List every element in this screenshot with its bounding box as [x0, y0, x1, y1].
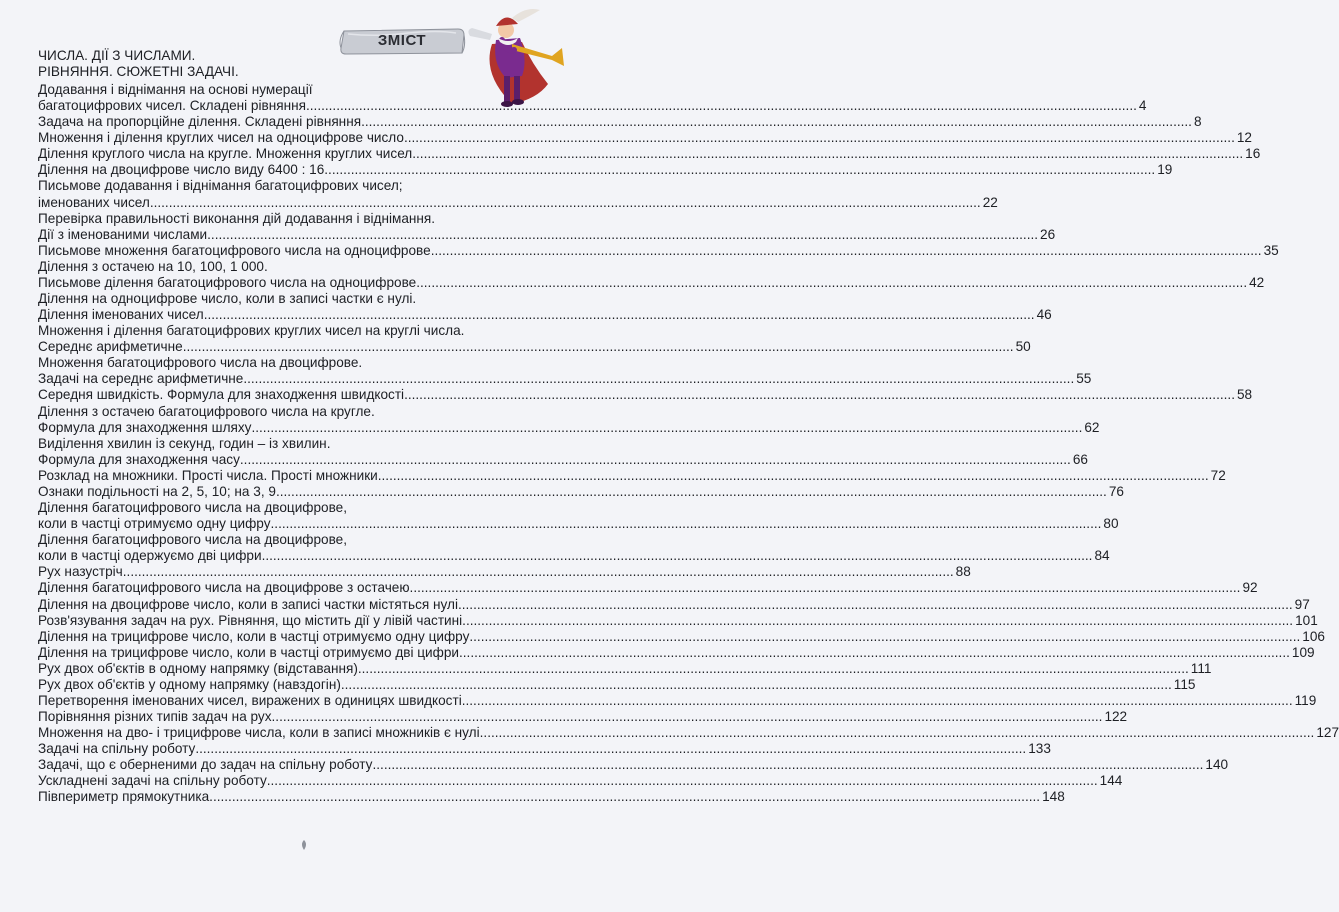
toc-entry-title: Множення багатоцифрового числа на двоцифрове. [38, 355, 363, 371]
toc-dot-leader: ............................................................................................................................................................................................................................ [361, 114, 1192, 130]
toc-dot-leader: ............................................................................................................................................................................................................................ [324, 162, 1156, 178]
toc-dot-leader: ............................................................................................................................................................................................................................ [340, 676, 1172, 692]
toc-dot-leader: ............................................................................................................................................................................................................................ [409, 580, 1241, 596]
toc-entry-title: Формула для знаходження шляху [38, 419, 252, 435]
toc-line [38, 404, 568, 420]
toc-line [38, 773, 1123, 789]
toc-dot-leader: ............................................................................................................................................................................................................................ [207, 226, 1039, 242]
toc-page-number: 88 [955, 564, 971, 580]
toc-line [38, 741, 1051, 757]
toc-entry-title: Рух двох об'єктів в одному напрямку (відставання) [38, 660, 358, 676]
toc-dot-leader: ............................................................................................................................................................................................................................ [182, 339, 1014, 355]
toc-page-number: 80 [1103, 516, 1119, 532]
toc-page-number: 148 [1042, 789, 1065, 805]
toc-page-number: 19 [1157, 162, 1173, 178]
toc-entry-title: Множення і ділення круглих чисел на одноцифрове число [38, 130, 404, 146]
table-of-contents [38, 82, 1339, 806]
toc-entry-title: Письмове множення багатоцифрового числа на одноцифрове [38, 242, 431, 258]
toc-line [38, 371, 1092, 387]
toc-page-number: 101 [1295, 612, 1318, 628]
toc-dot-leader: ............................................................................................................................................................................................................................ [270, 516, 1102, 532]
toc-page-number: 22 [982, 194, 998, 210]
toc-line [38, 564, 971, 580]
toc-dot-leader: ............................................................................................................................................................................................................................ [357, 660, 1189, 676]
toc-page-number: 127 [1316, 725, 1339, 741]
toc-entry-title: багатоцифрових чисел. Складені рівняння [38, 98, 306, 114]
toc-line [38, 757, 1229, 773]
toc-page-number: 62 [1084, 419, 1100, 435]
toc-entry-title: коли в частці одержуємо дві цифри [38, 548, 262, 564]
toc-line [38, 725, 1339, 741]
toc-entry-title: Півпериметр прямокутника [38, 789, 210, 805]
toc-entry-title: іменованих чисел [38, 194, 150, 210]
toc-page-number: 8 [1193, 114, 1202, 130]
toc-line [38, 339, 1031, 355]
toc-entry-title: Ділення на одноцифрове число, коли в записі частки є нулі. [38, 291, 417, 307]
toc-entry-title: Додавання і віднімання на основі нумерації [38, 82, 313, 97]
toc-page-number: 92 [1242, 580, 1258, 596]
toc-dot-leader: ............................................................................................................................................................................................................................ [243, 371, 1075, 387]
toc-dot-leader: ............................................................................................................................................................................................................................ [430, 242, 1262, 258]
toc-line [38, 114, 1202, 130]
toc-dot-leader: ............................................................................................................................................................................................................................ [459, 644, 1290, 660]
toc-entry-title: Середнє арифметичне [38, 339, 183, 355]
toc-page-number: 144 [1099, 773, 1123, 789]
toc-entry-title: коли в частці отримуємо одну цифру [38, 516, 271, 532]
toc-line [38, 146, 1261, 162]
toc-line [38, 467, 1226, 484]
toc-page-number: 16 [1245, 146, 1261, 162]
toc-line [38, 451, 1088, 468]
toc-dot-leader: ............................................................................................................................................................................................................................ [261, 548, 1093, 564]
toc-page-number: 55 [1076, 371, 1092, 387]
toc-line [38, 162, 1173, 178]
toc-entry-title: Ділення з остачею багатоцифрового числа на кругле. [38, 403, 375, 419]
toc-page-number: 119 [1294, 692, 1317, 708]
toc-entry-title: Множення на дво- і трицифрове числа, коли в записі множників є нулі. [38, 725, 484, 741]
toc-dot-leader: ............................................................................................................................................................................................................................ [305, 98, 1137, 114]
toc-entry-title: Задачі на середнє арифметичне [38, 371, 244, 387]
toc-line [38, 532, 568, 548]
toc-page-number: 66 [1072, 451, 1088, 467]
toc-entry-title: Ділення багатоцифрового числа на двоцифрове з остачею [38, 580, 410, 596]
toc-entry-title: Розв'язування задач на рух. Рівняння, що містить дії у лівій частині [38, 612, 463, 628]
toc-line [38, 307, 1052, 323]
toc-page-number: 42 [1249, 274, 1265, 290]
toc-page-number: 12 [1236, 130, 1252, 146]
toc-dot-leader: ............................................................................................................................................................................................................................ [461, 692, 1293, 708]
toc-entry-title: Перетворення іменованих чисел, виражених в одиницях швидкості [38, 692, 462, 708]
toc-line [38, 789, 1065, 805]
toc-dot-leader: ............................................................................................................................................................................................................................ [239, 451, 1071, 467]
toc-page-number: 46 [1036, 307, 1052, 323]
toc-page-number: 109 [1291, 644, 1315, 660]
toc-line [38, 130, 1252, 146]
toc-line [38, 242, 1279, 259]
section-heading [38, 48, 568, 80]
toc-line [38, 323, 568, 339]
toc-page-number: 26 [1040, 226, 1056, 242]
toc-dot-leader: ............................................................................................................................................................................................................................ [404, 387, 1235, 403]
toc-entry-title: Рух назустріч [38, 564, 123, 580]
toc-line [38, 692, 1317, 709]
toc-entry-title: Перевірка правильності виконання дій додавання і віднімання. [38, 210, 436, 226]
toc-line [38, 194, 998, 211]
toc-dot-leader: ............................................................................................................................................................................................................................ [209, 789, 1041, 805]
toc-page-number: 58 [1236, 387, 1253, 403]
toc-dot-leader: ............................................................................................................................................................................................................................ [266, 773, 1098, 789]
toc-entry-title: Ділення на трицифрове число, коли в частці отримуємо дві цифри [38, 644, 459, 660]
toc-entry-title: Ділення багатоцифрового числа на двоцифрове, [38, 500, 348, 516]
toc-entry-title: Ділення круглого числа на кругле. Множення круглих чисел [38, 146, 413, 162]
toc-page-number: 133 [1028, 741, 1051, 757]
toc-line [38, 500, 568, 516]
toc-line [38, 178, 568, 194]
toc-entry-title: Задача на пропорційне ділення. Складені рівняння [38, 114, 362, 130]
toc-dot-leader: ............................................................................................................................................................................................................................ [469, 628, 1301, 644]
toc-line [38, 419, 1100, 436]
toc-line [38, 355, 568, 371]
toc-page-number: 72 [1210, 467, 1226, 483]
toc-entry-title: Письмове додавання і віднімання багатоцифрових чисел; [38, 178, 403, 194]
toc-dot-leader: ............................................................................................................................................................................................................................ [403, 130, 1235, 146]
small-ornament-icon [300, 840, 308, 850]
toc-line [38, 274, 1265, 291]
toc-page-number: 140 [1205, 757, 1229, 773]
toc-line [38, 291, 568, 307]
toc-dot-leader: ............................................................................................................................................................................................................................ [483, 725, 1315, 741]
toc-dot-leader: ............................................................................................................................................................................................................................ [271, 709, 1103, 725]
toc-page-number: 97 [1294, 596, 1310, 612]
toc-page-number: 50 [1015, 339, 1031, 355]
toc-line [38, 709, 1128, 725]
toc-line [38, 82, 568, 98]
toc-dot-leader: ............................................................................................................................................................................................................................ [416, 274, 1248, 290]
toc-entry-title: Ділення з остачею на 10, 100, 1 000. [38, 258, 268, 274]
toc-page-number: 122 [1104, 709, 1128, 725]
toc-line [38, 387, 1253, 403]
toc-page-number: 4 [1138, 98, 1147, 114]
toc-page-number: 35 [1263, 242, 1279, 258]
toc-line [38, 676, 1196, 693]
toc-entry-title: Порівняння різних типів задач на рух [38, 709, 272, 725]
toc-entry-title: Задачі на спільну роботу [38, 741, 196, 757]
toc-line [38, 483, 1124, 500]
toc-entry-title: Виділення хвилин із секунд, годин – із хвилин. [38, 435, 331, 451]
toc-entry-title: Ділення на трицифрове число, коли в частці отримуємо одну цифру [38, 628, 470, 644]
toc-page-number: 111 [1190, 660, 1212, 676]
toc-dot-leader: ............................................................................................................................................................................................................................ [149, 194, 981, 210]
toc-entry-title: Ознаки подільності на 2, 5, 10; на 3, 9 [38, 483, 276, 499]
toc-dot-leader: ............................................................................................................................................................................................................................ [412, 146, 1244, 162]
toc-line [38, 660, 1212, 677]
section-heading-line-2: РІВНЯННЯ. СЮЖЕТНІ ЗАДАЧІ. [38, 64, 239, 79]
toc-dot-leader: ............................................................................................................................................................................................................................ [203, 307, 1035, 323]
toc-dot-leader: ............................................................................................................................................................................................................................ [195, 741, 1027, 757]
toc-line [38, 226, 1056, 243]
toc-dot-leader: ............................................................................................................................................................................................................................ [461, 596, 1293, 612]
toc-line [38, 628, 1325, 645]
toc-entry-title: Множення і ділення багатоцифрових круглих чисел на круглі числа. [38, 323, 465, 339]
toc-entry-title: Формула для знаходження часу [38, 451, 240, 467]
toc-dot-leader: ............................................................................................................................................................................................................................ [372, 757, 1204, 773]
toc-entry-title: Ускладнені задачі на спільну роботу [38, 773, 267, 789]
toc-dot-leader: ............................................................................................................................................................................................................................ [462, 612, 1294, 628]
toc-page-number: 76 [1108, 483, 1124, 499]
toc-line [38, 612, 1318, 629]
toc-line [38, 436, 568, 452]
toc-entry-title: Ділення на двоцифрове число виду 6400 : 16 [38, 162, 325, 178]
toc-entry-title: Середня швидкість. Формула для знаходження швидкості [38, 387, 405, 403]
toc-dot-leader: ............................................................................................................................................................................................................................ [122, 564, 954, 580]
toc-entry-title: Ділення на двоцифрове число, коли в записі частки містяться нулі. [38, 596, 462, 612]
toc-line [38, 259, 568, 275]
toc-entry-title: Ділення багатоцифрового числа на двоцифрове, [38, 532, 348, 548]
toc-entry-title: Письмове ділення багатоцифрового числа на одноцифрове [38, 274, 417, 290]
section-heading-line-1: ЧИСЛА. ДІЇ З ЧИСЛАМИ. [38, 48, 196, 63]
contents-title: ЗМІСТ [377, 32, 427, 49]
toc-entry-title: Ділення іменованих чисел [38, 307, 204, 323]
toc-entry-title: Рух двох об'єктів у одному напрямку (навздогін) [38, 676, 341, 692]
toc-page-number: 106 [1302, 628, 1325, 644]
toc-entry-title: Задачі, що є оберненими до задач на спільну роботу [38, 757, 373, 773]
toc-dot-leader: ............................................................................................................................................................................................................................ [377, 467, 1209, 483]
toc-entry-title: Розклад на множники. Прості числа. Прості множники [38, 467, 378, 483]
toc-dot-leader: ............................................................................................................................................................................................................................ [251, 419, 1083, 435]
toc-page-number: 84 [1094, 548, 1110, 564]
toc-line [38, 211, 568, 227]
toc-line [38, 644, 1315, 661]
toc-line [38, 516, 1119, 532]
toc-dot-leader: ............................................................................................................................................................................................................................ [275, 483, 1107, 499]
toc-page-number: 115 [1173, 676, 1196, 692]
toc-line [38, 596, 1310, 613]
toc-line [38, 98, 1147, 114]
toc-line [38, 548, 1110, 564]
toc-line [38, 580, 1258, 596]
toc-entry-title: Дії з іменованими числами [38, 226, 208, 242]
